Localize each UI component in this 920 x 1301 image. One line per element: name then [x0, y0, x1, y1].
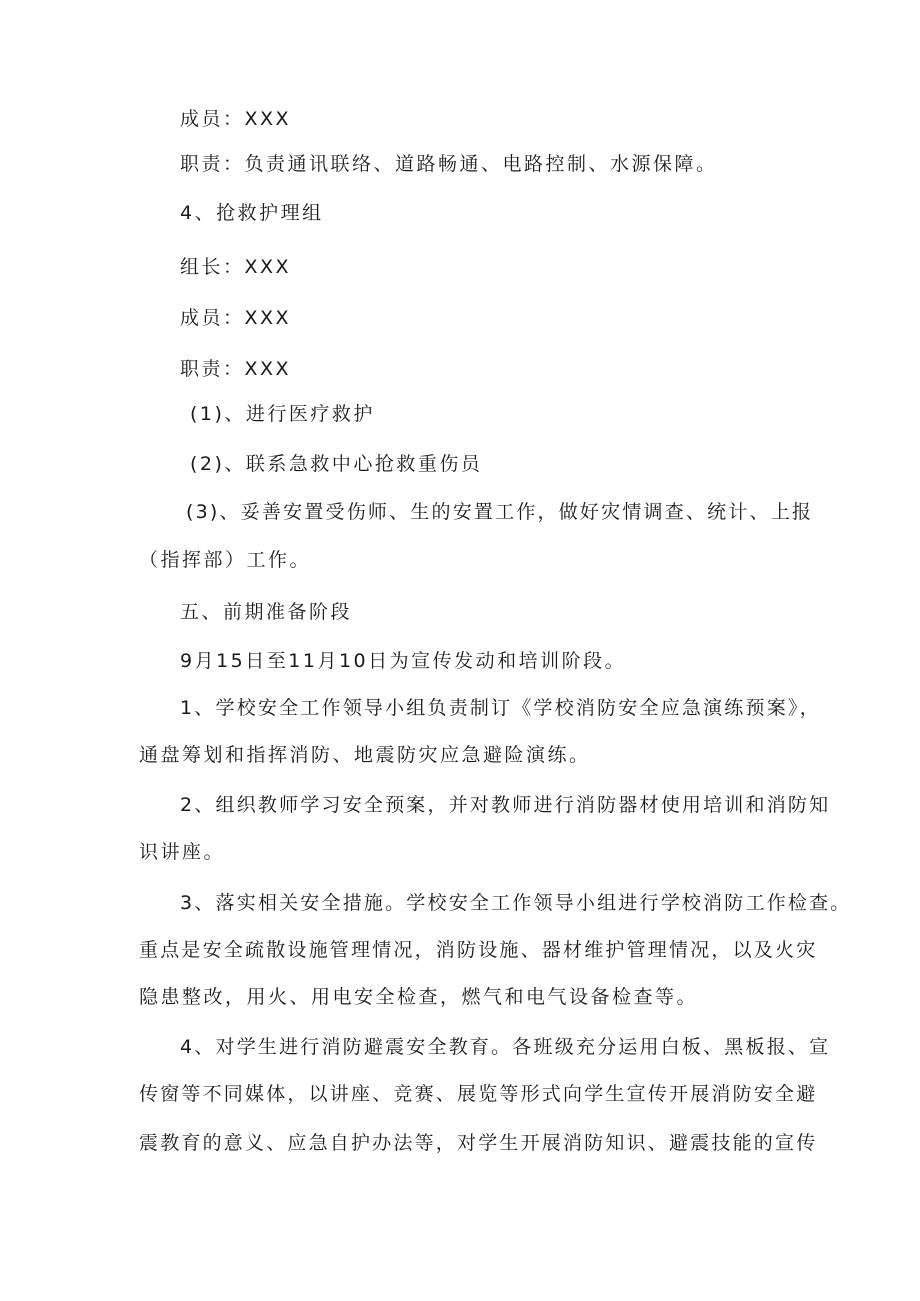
item-3-line-2: 重点是安全疏散设施管理情况，消防设施、器材维护管理情况，以及火灾: [139, 939, 818, 961]
member-line-2: 成员：XXX: [180, 307, 292, 329]
date-range-line: 9月15日至11月10日为宣传发动和培训阶段。: [180, 650, 627, 672]
duty-item-3-cont: （指挥部）工作。: [139, 549, 312, 571]
item-4-line-2: 传窗等不同媒体，以讲座、竞赛、展览等形式向学生宣传开展消防安全避: [139, 1083, 818, 1105]
section-heading-preparation: 五、前期准备阶段: [180, 601, 353, 623]
section-heading-rescue-team: 4、抢救护理组: [180, 202, 324, 224]
leader-line: 组长：XXX: [180, 256, 292, 278]
duty-line-2: 职责：XXX: [180, 358, 292, 380]
item-1-line-2: 通盘筹划和指挥消防、地震防灾应急避险演练。: [139, 744, 591, 766]
item-4-line-1: 4、对学生进行消防避震安全教育。各班级充分运用白板、黑板报、宣: [180, 1036, 831, 1058]
item-3-line-3: 隐患整改，用火、用电安全检查，燃气和电气设备检查等。: [139, 986, 699, 1008]
duty-item-2: (2)、联系急救中心抢救重伤员: [190, 453, 483, 475]
member-line-1: 成员：XXX: [180, 108, 292, 130]
item-2-line-1: 2、组织教师学习安全预案，并对教师进行消防器材使用培训和消防知: [180, 794, 831, 816]
duty-item-3: (3)、妥善安置受伤师、生的安置工作，做好灾情调查、统计、上报: [186, 501, 814, 523]
item-1-line-1: 1、学校安全工作领导小组负责制订《学校消防安全应急演练预案》，: [180, 697, 821, 719]
item-4-line-3: 震教育的意义、应急自护办法等，对学生开展消防知识、避震技能的宣传: [139, 1132, 818, 1154]
duty-line-1: 职责：负责通讯联络、道路畅通、电路控制、水源保障。: [180, 153, 718, 175]
item-2-line-2: 识讲座。: [139, 841, 226, 863]
item-3-line-1: 3、落实相关安全措施。学校安全工作领导小组进行学校消防工作检查。: [180, 892, 852, 914]
duty-item-1: (1)、进行医疗救护: [190, 403, 375, 425]
